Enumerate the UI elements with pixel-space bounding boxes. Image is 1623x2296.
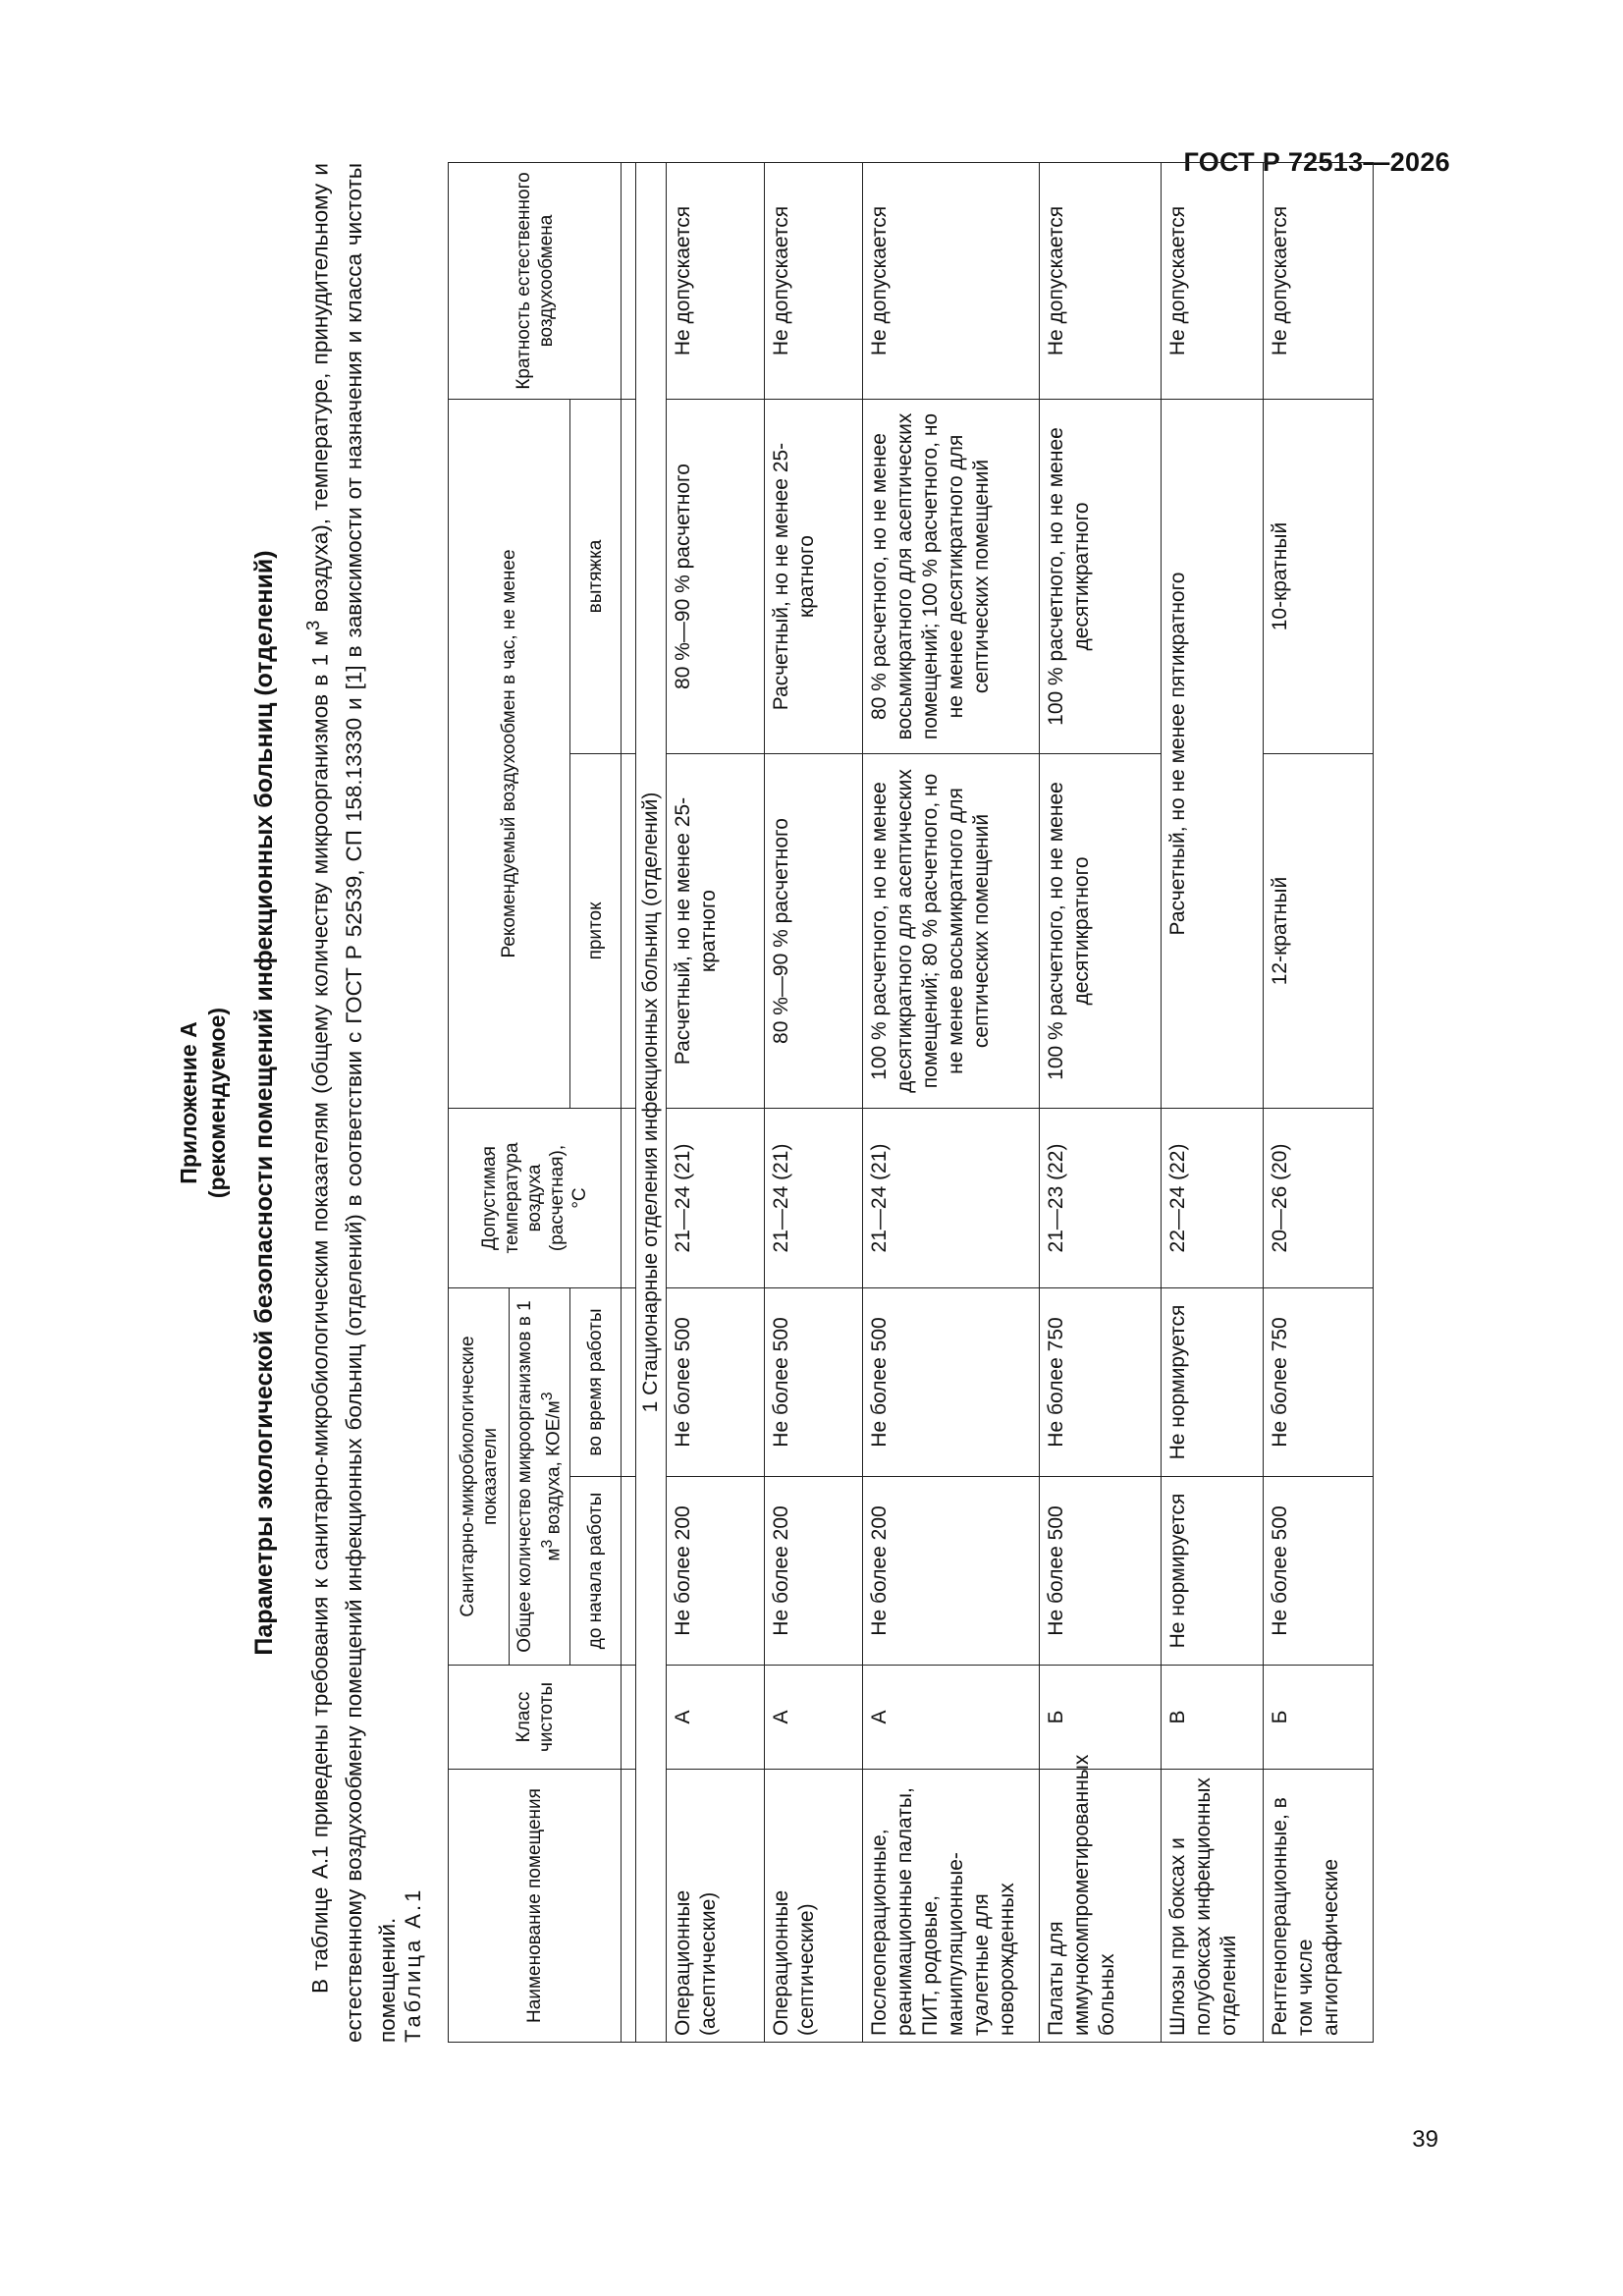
cell-before-work: Не более 500 (1264, 1477, 1374, 1666)
cell-natural-exchange: Не допускается (765, 163, 863, 400)
header-numbering-cell (622, 1477, 636, 1666)
cell-supply: Расчетный, но не менее 25-кратного (667, 754, 765, 1109)
page-number: 39 (1412, 2126, 1438, 2153)
header-supply: приток (570, 754, 622, 1109)
header-total-count-sup2: 3 (539, 1392, 557, 1401)
header-room-name: Наименование помещения (449, 1770, 622, 2043)
table-caption: Таблица А.1 (401, 1886, 425, 2043)
parameters-table (448, 162, 1374, 2043)
intro-text-1: В таблице А.1 приведены требования к санитарно-микробиологическим показателям (общему количеству микроорганизмов в 1 м (307, 630, 333, 1994)
cell-class: А (863, 1666, 1040, 1770)
header-numbering-cell (622, 400, 636, 754)
cell-before-work: Не более 200 (765, 1477, 863, 1666)
cell-temperature: 22—24 (22) (1162, 1109, 1264, 1288)
cell-class: А (765, 1666, 863, 1770)
cell-supply: 12-кратный (1264, 754, 1374, 1109)
cell-class: Б (1040, 1666, 1162, 1770)
table-row (863, 163, 1040, 2043)
header-numbering-cell (622, 1770, 636, 2043)
header-temperature-unit: °С (569, 1187, 590, 1209)
rotated-page-content (175, 163, 1342, 2043)
header-numbering-cell (622, 1666, 636, 1770)
cell-natural-exchange: Не допускается (1040, 163, 1162, 400)
appendix-status: (рекомендуемое) (204, 1007, 230, 1199)
header-numbering-cell (622, 163, 636, 400)
cell-temperature: 20—26 (20) (1264, 1109, 1374, 1288)
table-row (1040, 163, 1162, 2043)
cell-exhaust: 100 % расчетного, но не менее десятикратного (1040, 400, 1162, 754)
cell-room-name: Шлюзы при боксах и полубоксах инфекционных отделений (1162, 1770, 1264, 2043)
standard-designation: ГОСТ Р 72513—2026 (1183, 147, 1450, 177)
cell-temperature: 21—24 (21) (863, 1109, 1040, 1288)
section-heading: Параметры экологической безопасности помещений инфекционных больниц (отделений) (250, 550, 278, 1656)
table-row (1162, 163, 1264, 2043)
intro-paragraph (297, 163, 405, 2043)
header-total-count-a: Общее количество микроорганизмов в 1 м (514, 1300, 565, 1653)
header-total-count-b: воздуха, КОЕ/м (543, 1400, 565, 1540)
cell-before-work: Не нормируется (1162, 1477, 1264, 1666)
cell-during-work: Не более 750 (1040, 1288, 1162, 1477)
cell-natural-exchange: Не допускается (863, 163, 1040, 400)
header-natural-exchange: Кратность естественного воздухообмена (449, 163, 622, 400)
table-row (765, 163, 863, 2043)
cell-supply-exhaust: Расчетный, но не менее пятикратного (1162, 400, 1264, 1109)
header-class: Класс чистоты (449, 1666, 622, 1770)
cell-exhaust: 80 %—90 % расчетного (667, 400, 765, 754)
cell-before-work: Не более 500 (1040, 1477, 1162, 1666)
cell-class: А (667, 1666, 765, 1770)
appendix-heading (175, 163, 232, 2043)
cell-during-work: Не более 500 (863, 1288, 1040, 1477)
header-numbering-cell (622, 1288, 636, 1477)
header-before-work: до начала работы (570, 1477, 622, 1666)
header-total-count-sup: 3 (539, 1539, 557, 1549)
header-temperature (449, 1109, 622, 1288)
cell-natural-exchange: Не допускается (1162, 163, 1264, 400)
cell-supply: 100 % расчетного, но не менее десятикратного (1040, 754, 1162, 1109)
cell-supply: 100 % расчетного, но не менее десятикратного для асептических помещений; 80 % расчетного, но не менее восьмикратного для септических помещений (863, 754, 1040, 1109)
cell-room-name: Рентгеноперационные, в том числе ангиографические (1264, 1770, 1374, 2043)
section-row: 1 Стационарные отделения инфекционных больниц (отделений) (636, 163, 667, 2043)
cell-temperature: 21—23 (22) (1040, 1109, 1162, 1288)
intro-text-2: воздуха), температуре, принудительному и естественному воздухообмену помещений инфекционных больниц (отделений) в соответствии с ГОСТ Р 52539, СП 158.13330 и [1] в зависимости от назначения и класса чистоты помещений. (307, 163, 400, 2043)
cell-during-work: Не более 750 (1264, 1288, 1374, 1477)
header-total-count (510, 1288, 570, 1666)
cell-supply: 80 %—90 % расчетного (765, 754, 863, 1109)
header-temperature-text: Допустимая температура воздуха (расчетная), (479, 1142, 568, 1254)
header-during-work: во время работы (570, 1288, 622, 1477)
cell-class: В (1162, 1666, 1264, 1770)
header-exhaust: вытяжка (570, 400, 622, 754)
cell-during-work: Не нормируется (1162, 1288, 1264, 1477)
cell-during-work: Не более 500 (667, 1288, 765, 1477)
header-air-exchange: Рекомендуемый воздухообмен в час, не менее (449, 400, 570, 1109)
intro-superscript: 3 (302, 620, 323, 631)
cell-room-name: Операционные (септические) (765, 1770, 863, 2043)
cell-natural-exchange: Не допускается (1264, 163, 1374, 400)
cell-exhaust: Расчетный, но не менее 25-кратного (765, 400, 863, 754)
header-numbering-cell (622, 754, 636, 1109)
cell-before-work: Не более 200 (863, 1477, 1040, 1666)
table-row (667, 163, 765, 2043)
cell-temperature: 21—24 (21) (765, 1109, 863, 1288)
cell-room-name: Палаты для иммунокомпрометированных больных (1040, 1770, 1162, 2043)
cell-natural-exchange: Не допускается (667, 163, 765, 400)
cell-exhaust: 80 % расчетного, но не менее восьмикратного для асептических помещений; 100 % расчетного, но не менее десятикратного для септических помещений (863, 400, 1040, 754)
table-row (1264, 163, 1374, 2043)
header-sanitary: Санитарно-микробиологические показатели (449, 1288, 510, 1666)
cell-room-name: Операционные (асептические) (667, 1770, 765, 2043)
cell-room-name: Послеоперационные, реанимационные палаты, ПИТ, родовые, манипуляционные-туалетные для новорожденных (863, 1770, 1040, 2043)
cell-class: Б (1264, 1666, 1374, 1770)
cell-exhaust: 10-кратный (1264, 400, 1374, 754)
cell-during-work: Не более 500 (765, 1288, 863, 1477)
cell-before-work: Не более 200 (667, 1477, 765, 1666)
header-numbering-cell (622, 1109, 636, 1288)
appendix-title: Приложение А (176, 1021, 201, 1184)
cell-temperature: 21—24 (21) (667, 1109, 765, 1288)
